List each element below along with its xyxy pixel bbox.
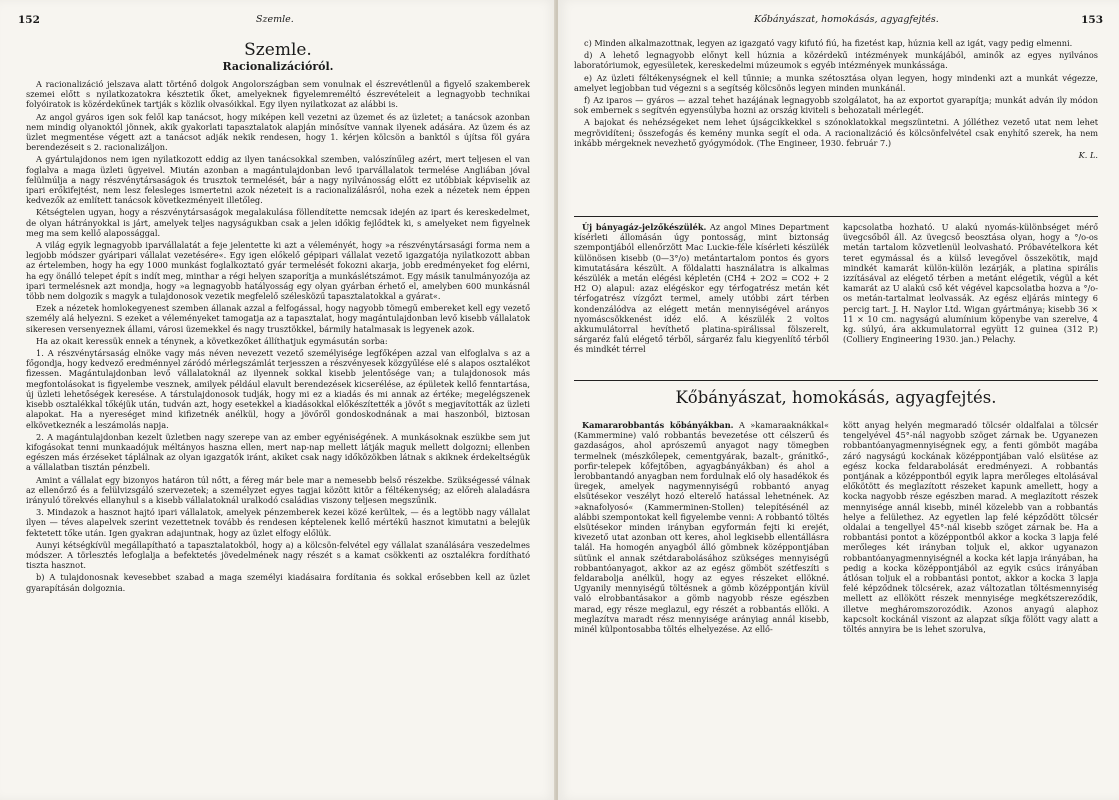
left-page-number: 152 [18,14,40,26]
right-continued-paragraphs [574,38,1098,148]
paragraph: d) A lehető legnagyobb előnyt kell húznia a közérdekű intézmények munkájából, aminők az egyes nyilvános laboratóriumok, egyesületek, kereskedelmi múzeumok s egyéb intézmények munkássága. [574,50,1098,71]
left-page [0,0,556,800]
paragraph-text: Az angol Mines Department kísérleti állomásán úgy pontosság, mint biztonság szempontjából ellenőrzött Mac Luckie-féle kísérleti készülék különösen kisebb (0—3°/o) metántartalom pontos és gyors kimutatására készült. A földalatti használatra is alkalmas készülék a metán elégési képletén (CH4 + 2O2 = CO2 + 2 H2 O) alapul: azaz elégéskor egy térfogatrész metán két térfogatrész vízgőzt termel, amely utóbbi zárt térben kondenzálódva az elégett metán mennyiségével arányos nyomáscsökkenést idéz elő. A készülék 2 voltos akkumulátorral hevíthető platina-spirálissal fölszerelt, sárgaréz falú elégető térből, sárgaréz falu kiegyenlítő térből és mindkét térrel [574,222,830,355]
right-page-number: 153 [1081,14,1103,26]
right-page [558,0,1119,800]
paragraph: 1. A részvénytársaság elnöke vagy más néven nevezett vezető személyisége legfőképen azzal van elfoglalva s az a főgondja, hogy kedvező eredménnyel záródó mérlegszámlát terjesszen a részvényesek közgyűlése elé s alapos osztalékot fizessen. Magántulajdonban levő vállalatoknál az ilyennek sokkal kisebb jelentősége van; a tulajdonosok más megfontolásokat is figyelembe vesznek, amilyek például elavult berendezések kicserélése, az épületek kellő fenntartása, új üzleti lehetőségek keresése. A társtulajdonosok tudják, hogy mi ez a kiadás és mi annak az értéke; megelégszenek kisebb osztalékkal tőkéjük után, tudván azt, hogy esetekkel a kiadásokkal előkészítették a jövőt s megjavították az üzleti alapokat. Ha a nyereséget mind kifizetnék anélkül, hogy a jövőről gondoskodnának a mai haszonból, biztosan elkövetkeznék a leszámolás napja. [26,348,530,430]
news-col-2 [843,222,1098,346]
right-running-head: Kőbányászat, homokásás, agyagfejtés. [754,14,939,25]
paragraph: Ezek a nézetek homlokegyenest szemben állanak azzal a felfogással, hogy nagyobb tömegű embereket kell egy vezető személy alá helyezni. S ezeket a véleményeket tamogatja az a tapasztalat, hogy magántulajdonban levő kisebb vállalatok sikeresen versenyeznek állami, városi üzemekkel és nagy trusztökkel, bármily hatalmasak is legyenek azok. [26,303,530,334]
section-title: Kőbányászat, homokásás, agyagfejtés. [675,388,997,407]
paragraph [574,222,829,355]
paragraph: e) Az üzleti féltékenységnek el kell tűnnie; a munka szétosztása olyan legyen, hogy mindenki azt a munkát végezze, amelyet legjobban tud végezni s a segítség kölcsönös legyen minden munkánál. [574,72,1098,93]
paragraph: A racionalizáció jelszava alatt történő dolgok Angolországban sem vonulnak el észrevétlenül a figyelő szakemberek szemei előtt s nyilatkozatokra késztetik őket, amelyeknek figyelemreméltó észrevételeit a legnagyobb technikai folyóiratok is közérdekűnek tartják s közlik olvasóikkal. Egy ilyen nyilatkozat az alábbi is. [26,79,530,110]
left-running-head: Szemle. [256,14,294,25]
paragraph [574,420,829,634]
paragraph-lead: Kamararobbantás kőbányákban. [582,420,734,430]
section-col-2 [843,420,1098,636]
paragraph: 3. Mindazok a hasznot hajtó ipari vállalatok, amelyek pénzemberek kezei közé kerültek, — és a legtöbb nagy vállalat ilyen — téves alapelvek szerint vezettetnek tovább és rendesen képtelenek kellő mértékű hasznot kimutatni a belejük fektetett tőke után. Igen gyakran adajuntnak, hogy az üzlet elfogy előlük. [26,507,530,538]
right-continued-article [574,38,1098,160]
article-title: Szemle. [244,40,312,60]
paragraph: c) Minden alkalmazottnak, legyen az igazgató vagy kifutó fiú, ha fizetést kap, húznia kell az igát, vagy pedig elmenni. [584,38,1073,48]
paragraph: Amint a vállalat egy bizonyos határon túl nőtt, a féreg már bele mar a nemesebb belső részekbe. Szükségessé válnak az ellenőrző és a felülvizsgáló szervezetek; a személyzet egyes tagjai között kitör a féltékenység; az előreh alaladásra irányuló törekvés ellanyhul s a kisebb vállalatoknál uralkodó családias viszony teljesen megszűnik. [26,474,530,505]
paragraph: Kétségtelen ugyan, hogy a részvénytársaságok megalakulása föllendítette nemcsak idején az ipart és kereskedelmet, de olyan hátrányokkal is járt, amelyek teljes nagyságukban csak a jelen időkig fejlődtek ki, s amelyeket nem figyelnek meg ma sem kellő alapossággal. [26,207,530,238]
paragraph: A gyártulajdonos nem igen nyilatkozott eddig az ilyen tanácsokkal szemben, valószínűleg azért, mert teljesen el van foglalva a maga üzleti ügyeivel. Miután azonban a magántulajdonban levő iparvállalatok termelése Angliában jóval felülmúlja a nagy részvénytársaságok és trusztok termelését, bár a nagy nyilvánosság előtt ez utóbbiak képviselik az ipari erőkifejtést, nem lesz felesleges ismertetni azok nézeteit is a racionalizálásról, noha ezek a nézetek nem éppen kedvezők az említett tanácsok következményeit illetőleg. [26,154,530,206]
article-subtitle: Racionalizációról. [222,60,334,73]
paragraph-text: A »kamaraaknákkal« (Kammermine) való robbantás bevezetése ott célszerű és gazdaságos, ahol aprószemű anyagot nagy tömegben termelnek (mészkőlepek, cementgyárak, bazalt-, gránitkő-, porfir-telepek kőfejtőben, agyagbányákban) és ahol a lerobbantandó anyagban nem fordulnak elő oly hasadékok és üregek, amelyek nagymennyiségű robbantó anyag elsütésekor veszélyt hozó elterelő hatással lehetnének. Az »aknafolyosó« (Kammerminen-Stollen) telepítésénél az alábbi szempontokat kell figyelembe venni: A robbantó töltés elsütésekor minden irányban egyformán fejti ki erejét, kivezető utat azonban ott keres, ahol legkisebb ellentállásra talál. Ha homogén anyagból álló gömbnek középpontjában sütünk el annak szétdarabolásához szükséges mennyiségű robbantóanyagot, akkor az az egész gömböt szétfeszíti s feldarabolja anélkül, hogy az egyes részeket ellökné. Ugyanily mennyiségű töltésnek a gömb középpontján kívül való elrobbantásakor a gömb nagyobb része egészben marad, egy része meglazul, egy részét a robbantás ellöki. A meglazítva maradt rész mennyisége arányiag annál kisebb, minél külpontosabba töltés elhelyezése. Az ellő- [574,420,829,635]
paragraph-text: kapcsolatba hozható. U alakú nyomás-különbséget mérő üvegcsőből áll. Az üvegcső beosztása olyan, hogy a °/o-os metán tartalom közvetlenül leolvasható. Próbavételkora két teret egymással és a külső levegővel összekötik, majd mindkét kamarát külön-külön lezárják, a platina spirális izzításával az elégető térben a metánt elégetik, végül a két kamarát az U alakú cső két végével kapcsolatba hozva a °/o-os metán-tartalmat leolvassák. Az egész eljárás mintegy 6 percig tart. J. H. Naylor Ltd. Wigan gyártmánya; kisebb 36 × 11 × 10 cm. nagyságú alumínium köpenybe van szerelve, 4 kg. súlyú, ára akkumulatorral együtt 12 guinea (312 P.) (Colliery Engineering 1930. jan.) Pelachy. [843,222,1098,345]
section-col-1 [574,420,829,636]
paragraph-text: kött anyag helyén megmaradó tölcsér oldalfalai a tölcsér tengelyével 45°-nál nagyobb szöget zárnak be. Ugyanezen robbantóanyagmennyiségnek egy, a fenti gömböt magába záró nagyságú kockának középpontjában való elsütése az egész kocka feldarabolását eredményezi. A robbantás pontjának a középpontból egyik lapra merőleges eltolásával előkötött és meglazított részeket kapunk amellett, hogy a kocka nagyobb része egészben marad. A meglazított részek mennyisége annál kisebb, minél közelebb van a robbantás helye a felülethez. Az egyetlen lap felé képződött tölcsér oldalai a tengellyel 45°-nál kisebb szöget zárnak be. Ha a robbantási pontot a középpontból akkor a kocka 3 lapja felé merőleges két irányban toljuk el, akkor ugyanazon robbantóanyagmennyiségnél a kocka két lapja irányában, ha pedig a kocka középpontjából az egyik csúcs irányában átlósan toljuk el a robbantási pontot, akkor a kocka 3 lapja felé képződnek tölcsérek, azaz változatlan töltésmennyiség mellett az ellökött részek mennyisége megkétszereződik, illetve megháromszorozódik. Azonos anyagú alaphoz kapcsolt kockánál viszont az alapzat síkja fölött vagy alatt a töltés annyira be is lehet szorulva, [843,420,1098,635]
divider-top [574,216,1098,217]
paragraph: Az angol gyáros igen sok felől kap tanácsot, hogy miképen kell vezetni az üzemet és az üzletet; a tanácsok azonban nem mindig olyanoktól jönnek, akik gyakorlati tapasztalatok alapján minősítve vannak ilyenek adására. Az üzem és az üzlet megmentése végett azt a tanácsot adják nekik rendesen, hogy 1. kérjen kölcsön a banktól s újítsa föl gyára berendezéseit s 2. racionalizáljon. [26,111,530,153]
news-col-1 [574,222,829,357]
author-signature: K. L. [1078,150,1098,161]
paragraph: 2. A magántulajdonban kezelt üzletben nagy szerepe van az ember egyéniségének. A munkásoknak eszükbe sem jut kifogásokat tenni munkaadójuk méltányos haszna ellen, mert nap-nap mellett látják maguk mellett dolgozni; ellenben egészen más érzéseket táplálnak az olyan igazgatók iránt, akiket csak nagy időközökben látnak s akiknek érdekeltségük a vállalatban tisztán pénzbeli. [26,431,530,473]
left-article [26,40,530,595]
paragraph [843,420,1098,634]
paragraph: b) A tulajdonosnak kevesebbet szabad a maga személyi kiadásaira fordítania és sokkal erősebben kell az üzlet gyarapításán dolgoznia. [26,572,530,593]
paragraph [843,222,1098,344]
paragraph: f) Az iparos — gyáros — azzal tehet hazájának legnagyobb szolgálatot, ha az exportot gyarapítja; munkát adván ily módon sok embernek s segítvén egyensúlyba hozni az ország kiviteli s behozatali mérlegét. [574,95,1098,116]
paragraph: A világ egyik legnagyobb iparvállalatát a feje jelentette ki azt a véleményét, hogy »a részvénytársasági forma nem a legjobb módszer gyáripari vállalat vezetésére«. Egy igen előkelő gépipari vállalat vezető igazgatója nyilatkozott abban az értelemben, hogy ha egy 1000 munkást foglalkoztató gyár termelését fokozni akarja, jobb eredményeket fog elérni, ha egy önálló telepet épít s indít meg, minthar a régi helyen szaporítja a munkáslétszámot. Egy másik tanulmányozója az ipari termelésnek azt mondja, hogy »a legnagyobb hatályosság egy olyan gyárban érhető el, amelyben 600 munkásnál több nem dolgozik s magyk a tulajdonosok vezetik megfelelő szélesközű tapasztalatokkal a gyárat«. [26,240,530,302]
left-paragraphs [26,79,530,593]
paragraph: Aunyi kétségkívül megállapítható a tapasztalatokból, hogy a) a kölcsön-felvétel egy vállalat szanálására veszedelmes módszer. A törlesztés lefoglalja a befektetés jövedelmének nagy részét s a kamat csökkenti az osztalékra fordítható tiszta hasznot. [26,539,530,571]
paragraph: Ha az okait keressük ennek a ténynek, a következőket állíthatjuk egymásután sorba: [36,335,388,346]
paragraph: A bajokat és nehézségeket nem lehet újságcikkekkel s szónoklatokkal megszüntetni. A jólléthez vezető utat nem lehet megrövidíteni; összefogás és kemény munka segít el oda. A racionalizáció és kölcsönfelvétel csak enyhítő szerek, ha nem inkább mérgeknek nevezhető gyógymódok. (The Engineer, 1930. február 7.) [574,117,1098,148]
paragraph-lead: Új bányagáz-jelzőkészülék. [582,222,707,232]
divider-section [574,380,1098,381]
